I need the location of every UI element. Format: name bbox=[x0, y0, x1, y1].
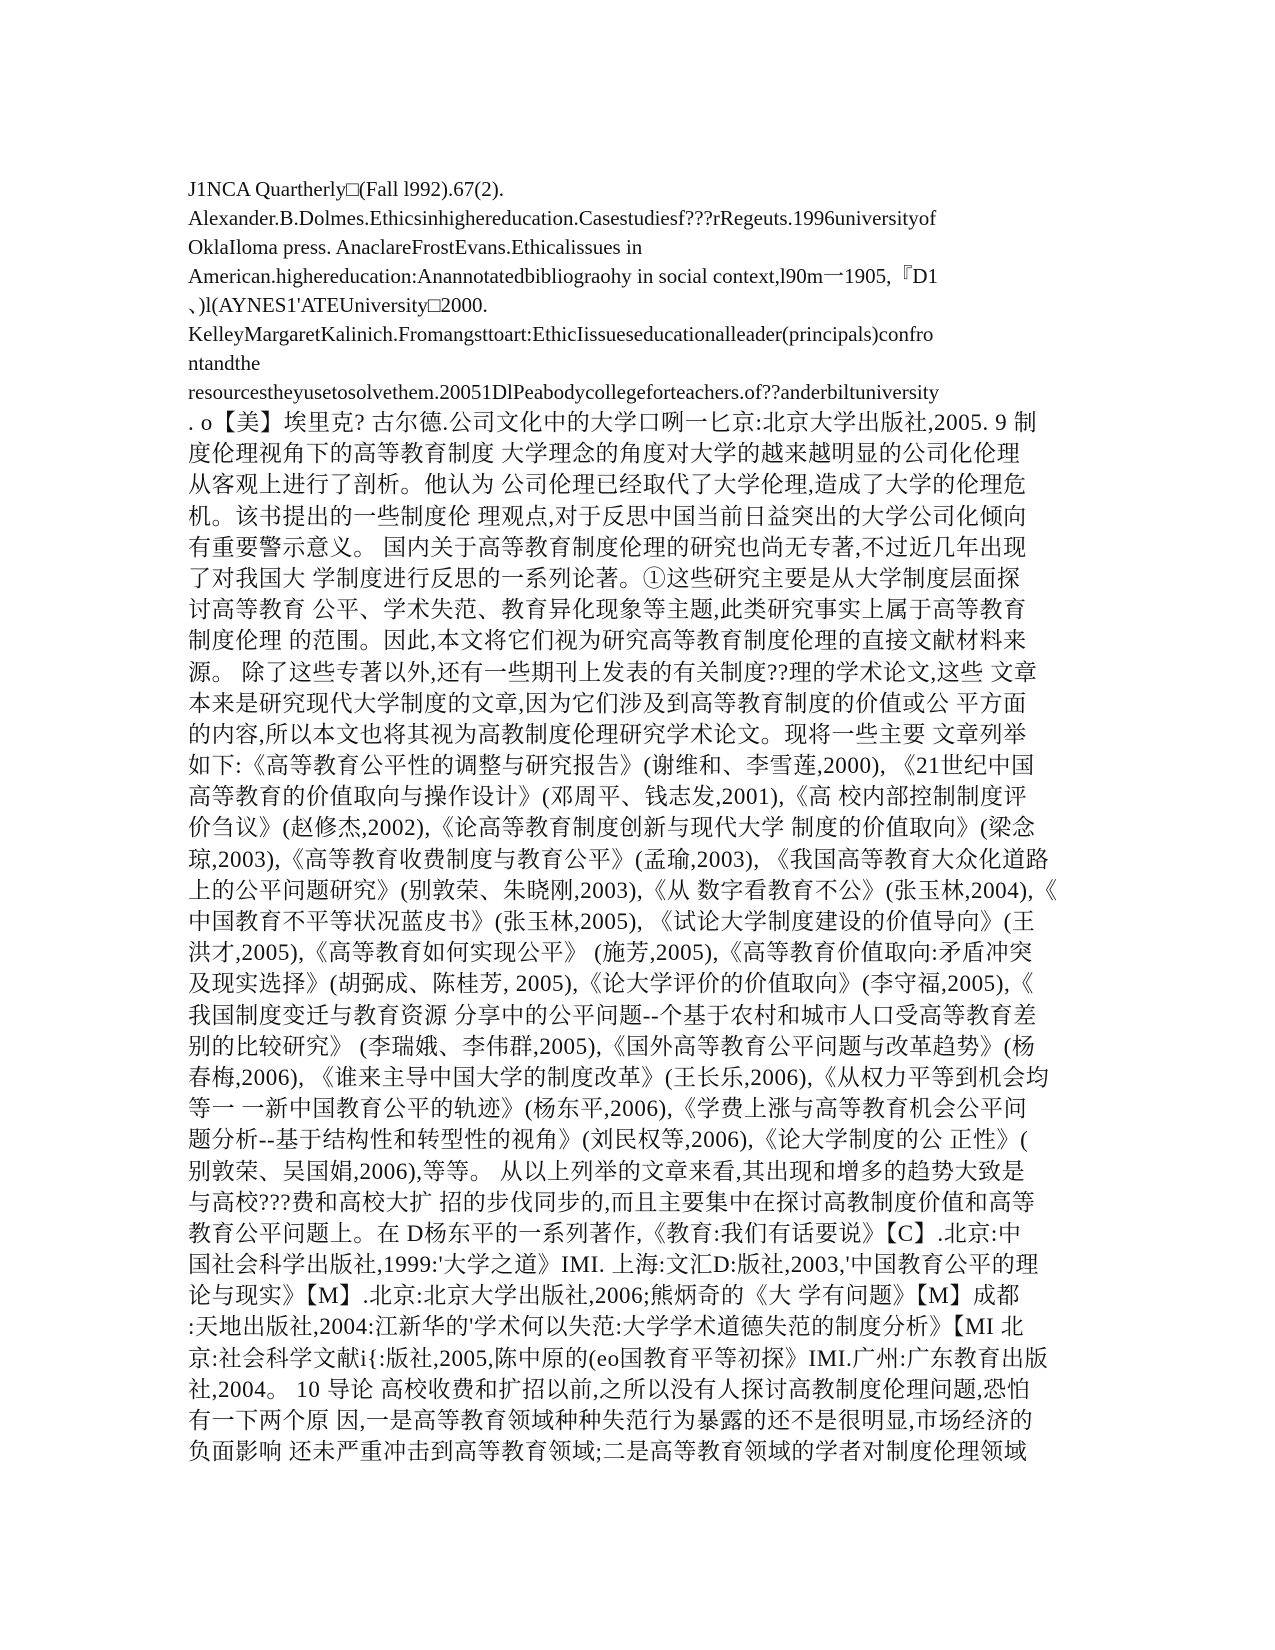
text-line: 我国制度变迁与教育资源 分享中的公平问题--个基于农村和城市人口受高等教育差 bbox=[188, 1002, 1037, 1028]
text-line: 等一 一新中国教育公平的轨迹》(杨东平,2006),《学费上涨与高等教育机会公平问 bbox=[188, 1096, 1028, 1122]
text-line: 上的公平问题研究》(别敦荣、朱晓刚,2003),《从 数字看教育不公》(张玉林,2004),《 bbox=[188, 877, 1058, 903]
text-line: 论与现实》【M】.北京:北京大学出版社,2006;熊炳奇的《大 学有问题》【M】成都 bbox=[188, 1283, 1021, 1309]
text-line: :天地出版社,2004:江新华的'学术何以失范:大学学术道德失范的制度分析》【MI 北 bbox=[188, 1314, 1025, 1340]
text-line: 讨高等教育 公平、学术失范、教育异化现象等主题,此类研究事实上属于高等教育 bbox=[188, 597, 1027, 623]
text-line: 高等教育的价值取向与操作设计》(邓周平、钱志发,2001),《高 校内部控制制度评 bbox=[188, 784, 1028, 810]
text-line: 别的比较研究》 (李瑞娥、李伟群,2005),《国外高等教育公平问题与改革趋势》(杨 bbox=[188, 1033, 1036, 1059]
text-line: 与高校???费和高校大扩 招的步伐同步的,而且主要集中在探讨高教制度价值和高等 bbox=[188, 1189, 1036, 1215]
text-line: 制度伦理 的范围。因此,本文将它们视为研究高等教育制度伦理的直接文献材料来 bbox=[188, 628, 1027, 654]
document-body bbox=[188, 175, 1088, 1467]
text-line: 春梅,2006), 《谁来主导中国大学的制度改革》(王长乐,2006),《从权力平等到机会均 bbox=[188, 1064, 1050, 1090]
text-line: 国社会科学出版社,1999:'大学之道》IMI. 上海:文汇D:版社,2003,'中国教育公平的理 bbox=[188, 1252, 1039, 1278]
text-line: resourcestheyusetosolvethem.20051DlPeabodycollegeforteachers.of??anderbiltuniversity bbox=[188, 380, 940, 404]
text-line: 如下:《高等教育公平性的调整与研究报告》(谢维和、李雪莲,2000), 《21世纪中国 bbox=[188, 753, 1035, 779]
text-line: 本来是研究现代大学制度的文章,因为它们涉及到高等教育制度的价值或公 平方面 bbox=[188, 690, 1027, 716]
text-line: 有一下两个原 因,一是高等教育领域种种失范行为暴露的还不是很明显,市场经济的 bbox=[188, 1408, 1034, 1433]
text-line: 及现实选择》(胡弼成、陈桂芳, 2005),《论大学评价的价值取向》(李守福,2005),《 bbox=[188, 971, 1034, 997]
text-line: OklaIloma press. AnaclareFrostEvans.Ethicalissues in bbox=[188, 235, 643, 259]
text-line: 的内容,所以本文也将其视为高教制度伦理研究学术论文。现将一些主要 文章列举 bbox=[188, 721, 1027, 747]
text-line: 机。该书提出的一些制度伦 理观点,对于反思中国当前日益突出的大学公司化倾向 bbox=[188, 503, 1027, 529]
text-line: 价刍议》(赵修杰,2002),《论高等教育制度创新与现代大学 制度的价值取向》(梁念 bbox=[188, 815, 1036, 841]
text-line: 别敦荣、吴国娟,2006),等等。 从以上列举的文章来看,其出现和增多的趋势大致是 bbox=[188, 1158, 1026, 1184]
text-line: . o【美】埃里克? 古尔德.公司文化中的大学口咧一匕京:北京大学出版社,2005. 9 制 bbox=[188, 410, 1038, 435]
text-line: 社,2004。 10 导论 高校收费和扩招以前,之所以没有人探讨高教制度伦理问题,恐怕 bbox=[188, 1376, 1031, 1402]
text-line: J1NCA Quartherly□(Fall l992).67(2). bbox=[188, 177, 504, 201]
text-line: 度伦理视角下的高等教育制度 大学理念的角度对大学的越来越明显的公司化伦理 bbox=[188, 441, 1021, 467]
text-line: 教育公平问题上。在 D杨东平的一系列著作,《教育:我们有话要说》【C】.北京:中 bbox=[188, 1220, 1022, 1246]
text-line: 中国教育不平等状况蓝皮书》(张玉林,2005), 《试论大学制度建设的价值导向》(王 bbox=[188, 909, 1036, 934]
text-line: 有重要警示意义。 国内关于高等教育制度伦理的研究也尚无专著,不过近几年出现 bbox=[188, 534, 1027, 560]
text-line: 洪才,2005),《高等教育如何实现公平》 (施芳,2005),《高等教育价值取向:矛盾冲突 bbox=[188, 940, 1033, 966]
text-line: 源。 除了这些专著以外,还有一些期刊上发表的有关制度??理的学术论文,这些 文章 bbox=[188, 659, 1038, 685]
text-line: 负面影响 还未严重冲击到高等教育领域;二是高等教育领域的学者对制度伦理领域 bbox=[188, 1439, 1028, 1465]
text-line: KelleyMargaretKalinich.Fromangsttoart:EthicIissueseducationalleader(principals)confro bbox=[188, 322, 934, 346]
text-line: 题分析--基于结构性和转型性的视角》(刘民权等,2006),《论大学制度的公 正性》( bbox=[188, 1127, 1029, 1153]
text-line: American.highereducation:Anannotatedbibliograohy in social context,l90m一1905,『D1 bbox=[188, 264, 938, 288]
text-line: 京:社会科学文献i{:版社,2005,陈中原的(eo国教育平等初探》IMI.广州:广东教育出版 bbox=[188, 1345, 1049, 1371]
text-line: 了对我国大 学制度进行反思的一系列论著。①这些研究主要是从大学制度层面探 bbox=[188, 565, 1021, 591]
text-line: 从客观上进行了剖析。他认为 公司伦理已经取代了大学伦理,造成了大学的伦理危 bbox=[188, 472, 1027, 498]
text-line: ntandthe bbox=[188, 351, 261, 375]
text-line: 琼,2003),《高等教育收费制度与教育公平》(孟瑜,2003), 《我国高等教育大众化道路 bbox=[188, 846, 1050, 872]
text-line: Alexander.B.Dolmes.Ethicsinhighereducation.Casestudiesf???rRegeuts.1996universityof bbox=[188, 206, 937, 230]
text-line: 、)l(AYNES1'ATEUniversity□2000. bbox=[188, 293, 488, 317]
